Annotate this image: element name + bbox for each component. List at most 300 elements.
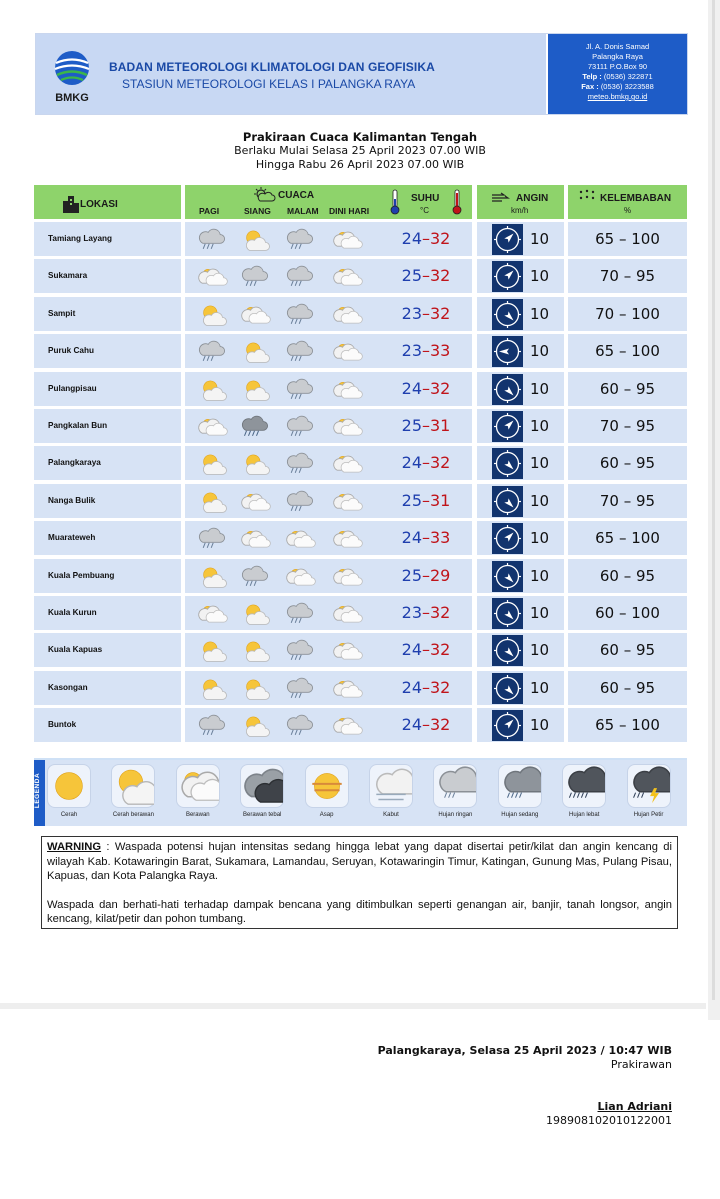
humidity-min: 65 <box>595 716 615 735</box>
temperature-range: 24–32 <box>380 372 472 406</box>
station-name: STASIUN METEOROLOGI KELAS I PALANGKA RAYA <box>122 77 416 91</box>
weather-cells <box>185 596 380 630</box>
humidity-range: 65 – 100 <box>568 521 687 555</box>
wind-speed: 10 <box>530 678 550 697</box>
table-row <box>34 633 687 667</box>
table-row <box>34 596 687 630</box>
table-row <box>34 521 687 555</box>
temperature-range: 25–29 <box>380 559 472 593</box>
location-name: Pangkalan Bun <box>34 409 181 443</box>
signature-name: Lian Adriani <box>597 1100 672 1113</box>
col-suhu-header <box>380 185 472 219</box>
berawan-icon <box>330 378 364 402</box>
wind-direction-icon <box>492 486 523 517</box>
website-link[interactable]: meteo.bmkg.go.id <box>587 92 648 101</box>
temp-max: 32 <box>430 266 451 286</box>
wind-direction-icon <box>492 411 523 442</box>
cerah-berawan-icon <box>238 639 272 663</box>
table-row <box>34 559 687 593</box>
berawan-icon <box>330 565 364 589</box>
humidity-min: 60 <box>595 604 615 622</box>
period-malam: MALAM <box>287 206 319 216</box>
hujan-ringan-icon <box>238 565 272 589</box>
temp-max: 32 <box>430 603 451 622</box>
wind-speed: 10 <box>530 417 550 435</box>
cerah-berawan-icon <box>195 378 229 402</box>
table-row <box>34 372 687 406</box>
hujan-lebat-icon <box>562 764 606 808</box>
humidity-min: 60 <box>599 641 619 660</box>
hujan-ringan-icon <box>283 639 317 663</box>
humidity-min: 70 <box>599 491 619 510</box>
hujan-ringan-icon <box>283 378 317 402</box>
wind-cell <box>477 372 564 406</box>
humidity-max: 100 <box>631 304 660 323</box>
cerah-berawan-icon <box>238 677 272 701</box>
berawan-icon <box>330 415 364 439</box>
temp-min: 24 <box>401 453 422 473</box>
humidity-max: 95 <box>636 566 656 585</box>
wind-icon <box>491 192 511 204</box>
col-kelembaban-unit: % <box>624 206 632 215</box>
legend-label: Berawan <box>185 812 210 818</box>
section-divider <box>0 1003 706 1009</box>
temp-min: 24 <box>401 229 422 248</box>
wind-direction-icon <box>492 561 523 592</box>
page-title: Prakiraan Cuaca Kalimantan Tengah <box>242 130 478 144</box>
hujan-sedang-icon <box>498 764 542 808</box>
col-kelembaban-header <box>568 185 687 219</box>
weather-cells <box>185 446 380 480</box>
legend <box>34 758 687 826</box>
location-name: Sukamara <box>34 259 181 293</box>
header <box>35 33 688 115</box>
humidity-range: 70 – 95 <box>568 484 687 518</box>
wind-direction-icon <box>492 710 523 741</box>
table-row <box>34 708 687 742</box>
hujan-petir-icon <box>627 764 671 808</box>
wind-speed: 10 <box>530 604 550 622</box>
humidity-min: 65 <box>595 529 615 548</box>
weather-cells <box>185 297 380 331</box>
humidity-drops-icon <box>578 189 596 203</box>
hujan-ringan-icon <box>195 714 229 738</box>
legend-label: Cerah <box>60 812 78 818</box>
humidity-min: 60 <box>599 454 619 473</box>
temp-min: 23 <box>401 341 422 361</box>
temp-max: 32 <box>430 715 451 735</box>
wind-speed: 10 <box>530 641 550 660</box>
wind-cell <box>477 297 564 331</box>
valid-until: Hingga Rabu 26 April 2023 07.00 WIB <box>255 158 465 171</box>
temp-max: 33 <box>430 528 451 548</box>
temp-min: 25 <box>401 416 422 435</box>
legend-label: Berawan tebal <box>243 812 282 818</box>
berawan-icon <box>176 764 220 808</box>
table-row <box>34 409 687 443</box>
humidity-range: 60 – 95 <box>568 372 687 406</box>
cerah-berawan-icon <box>238 452 272 476</box>
temp-max: 33 <box>430 341 451 361</box>
legend-label: Kabut <box>383 812 399 818</box>
temp-min: 25 <box>401 490 422 510</box>
col-angin-unit: km/h <box>511 206 529 215</box>
legend-item <box>425 764 485 818</box>
cerah-icon <box>47 764 91 808</box>
temperature-range: 23–32 <box>380 297 472 331</box>
temp-max: 32 <box>430 640 451 660</box>
wind-speed: 10 <box>530 454 550 473</box>
contact-box <box>548 34 687 114</box>
cerah-berawan-icon <box>195 677 229 701</box>
temp-min: 24 <box>401 715 422 735</box>
humidity-max: 100 <box>631 529 660 548</box>
temp-max: 31 <box>430 490 451 510</box>
humidity-range: 60 – 95 <box>568 671 687 705</box>
humidity-max: 95 <box>636 417 656 435</box>
berawan-icon <box>238 490 272 514</box>
wind-speed: 10 <box>530 267 550 286</box>
wind-direction-icon <box>492 448 523 479</box>
cerah-berawan-icon <box>195 303 229 327</box>
berawan-icon <box>330 452 364 476</box>
legend-item <box>361 764 421 818</box>
humidity-max: 100 <box>631 604 660 622</box>
humidity-max: 95 <box>636 678 656 697</box>
hujan-ringan-icon <box>283 677 317 701</box>
berawan-icon <box>330 639 364 663</box>
humidity-min: 70 <box>595 304 615 323</box>
hujan-ringan-icon <box>433 764 477 808</box>
weather-cells <box>185 409 380 443</box>
weather-cells <box>185 671 380 705</box>
wind-speed: 10 <box>530 342 550 361</box>
legend-label: Hujan Petir <box>633 812 664 818</box>
temp-min: 25 <box>401 266 422 286</box>
asap-icon <box>305 764 349 808</box>
cerah-berawan-icon <box>238 714 272 738</box>
warning-label: WARNING <box>47 841 102 853</box>
wind-cell <box>477 334 564 368</box>
legend-item <box>103 764 163 818</box>
cerah-berawan-icon <box>238 378 272 402</box>
berawan-icon <box>330 340 364 364</box>
temperature-range: 23–32 <box>380 596 472 630</box>
location-name: Kuala Kapuas <box>34 633 181 667</box>
humidity-max: 95 <box>636 267 656 286</box>
wind-speed: 10 <box>530 566 550 585</box>
hujan-ringan-icon <box>283 415 317 439</box>
temp-max: 29 <box>430 565 451 585</box>
legend-item <box>297 764 357 818</box>
wind-cell <box>477 559 564 593</box>
location-name: Sampit <box>34 297 181 331</box>
temperature-range: 25–31 <box>380 409 472 443</box>
humidity-range: 65 – 100 <box>568 334 687 368</box>
legend-item <box>490 764 550 818</box>
hujan-ringan-icon <box>238 265 272 289</box>
address-line-3: 73111 P.O.Box 90 <box>587 62 648 71</box>
weather-cells <box>185 222 380 256</box>
weather-cells <box>185 484 380 518</box>
legend-item <box>232 764 292 818</box>
humidity-range: 70 – 95 <box>568 409 687 443</box>
hujan-ringan-icon <box>195 527 229 551</box>
table-row <box>34 484 687 518</box>
berawan-icon <box>238 527 272 551</box>
hujan-ringan-icon <box>283 714 317 738</box>
period-siang: SIANG <box>244 206 271 216</box>
wind-speed: 10 <box>530 379 550 398</box>
wind-direction-icon <box>492 224 523 255</box>
wind-speed: 10 <box>530 491 550 510</box>
col-lokasi-label: LOKASI <box>80 199 118 210</box>
period-dini-hari: DINI HARI <box>329 206 370 216</box>
hujan-ringan-icon <box>283 490 317 514</box>
weather-cells <box>185 259 380 293</box>
wind-cell <box>477 409 564 443</box>
table-row <box>34 297 687 331</box>
temperature-range: 24–32 <box>380 671 472 705</box>
location-name: Nanga Bulik <box>34 484 181 518</box>
wind-cell <box>477 633 564 667</box>
period-pagi: PAGI <box>199 206 220 216</box>
warning-paragraph-1 <box>47 840 672 884</box>
wind-cell <box>477 222 564 256</box>
wind-direction-icon <box>492 598 523 629</box>
temp-max: 32 <box>430 453 451 473</box>
table-row <box>34 259 687 293</box>
wind-speed: 10 <box>530 230 550 248</box>
humidity-max: 95 <box>636 454 656 473</box>
thermometer-hot-icon <box>452 189 462 215</box>
wind-direction-icon <box>492 299 523 330</box>
wind-cell <box>477 446 564 480</box>
humidity-range: 60 – 95 <box>568 633 687 667</box>
humidity-range: 60 – 95 <box>568 559 687 593</box>
berawan-icon <box>283 565 317 589</box>
wind-cell <box>477 708 564 742</box>
wind-speed: 10 <box>530 304 550 323</box>
humidity-min: 65 <box>595 342 615 361</box>
humidity-range: 65 – 100 <box>568 222 687 256</box>
signature-role: Prakirawan <box>610 1058 672 1071</box>
cerah-berawan-icon <box>195 639 229 663</box>
temp-min: 23 <box>401 303 422 323</box>
header-left <box>36 34 546 114</box>
cerah-berawan-icon <box>238 602 272 626</box>
wind-cell <box>477 259 564 293</box>
table-row <box>34 334 687 368</box>
table-row <box>34 222 687 256</box>
berawan-icon <box>330 228 364 252</box>
hujan-ringan-icon <box>283 265 317 289</box>
col-angin-label: ANGIN <box>516 193 549 204</box>
legend-title: LEGENDA <box>34 772 42 809</box>
location-name: Kuala Pembuang <box>34 559 181 593</box>
col-cuaca-label: CUACA <box>278 190 315 201</box>
warning-box <box>41 836 678 929</box>
cerah-berawan-icon <box>195 452 229 476</box>
humidity-range: 70 – 100 <box>568 297 687 331</box>
berawan-icon <box>195 265 229 289</box>
humidity-range: 70 – 95 <box>568 259 687 293</box>
legend-item <box>168 764 228 818</box>
temp-max: 32 <box>430 303 451 323</box>
location-name: Muarateweh <box>34 521 181 555</box>
table-row <box>34 671 687 705</box>
legend-label: Asap <box>319 812 334 818</box>
humidity-max: 100 <box>631 342 660 361</box>
humidity-min: 60 <box>599 678 619 697</box>
temp-max: 32 <box>430 229 451 248</box>
hujan-ringan-icon <box>195 228 229 252</box>
hujan-ringan-icon <box>283 602 317 626</box>
org-name: BADAN METEOROLOGI KLIMATOLOGI DAN GEOFISIKA <box>109 60 435 74</box>
humidity-range: 65 – 100 <box>568 708 687 742</box>
humidity-min: 70 <box>599 417 619 435</box>
table-row <box>34 446 687 480</box>
temp-min: 24 <box>401 528 422 548</box>
thermometer-cold-icon <box>390 189 400 215</box>
wind-cell <box>477 521 564 555</box>
temperature-range: 24–32 <box>380 222 472 256</box>
wind-speed: 10 <box>530 529 550 548</box>
berawan-icon <box>330 490 364 514</box>
berawan-icon <box>195 602 229 626</box>
wind-direction-icon <box>492 673 523 704</box>
warning-text-1: : Waspada potensi hujan intensitas sedang hingga lebat yang dapat disertai petir/kilat dan angin kencang di wilayah Kab. Kotawaringin Barat, Sukamara, Lamandau, Seruyan, Kotawaringin Timur, Katingan, Gunung Mas, Pulang Pisau, Kapuas, dan Kota Palangka Raya. <box>47 841 672 882</box>
hujan-sedang-icon <box>238 415 272 439</box>
cerah-berawan-icon <box>238 228 272 252</box>
location-name: Palangkaraya <box>34 446 181 480</box>
location-name: Tamiang Layang <box>34 222 181 256</box>
humidity-min: 65 <box>595 230 615 248</box>
temperature-range: 24–32 <box>380 633 472 667</box>
col-cuaca-header <box>185 185 380 219</box>
temperature-range: 24–32 <box>380 446 472 480</box>
temp-max: 32 <box>430 677 451 697</box>
bmkg-logo <box>50 48 94 104</box>
legend-item <box>39 764 99 818</box>
temp-max: 32 <box>430 378 451 398</box>
berawan-tebal-icon <box>240 764 284 808</box>
address-line-2: Palangka Raya <box>592 52 643 61</box>
temp-max: 31 <box>430 416 451 435</box>
humidity-range: 60 – 100 <box>568 596 687 630</box>
hujan-ringan-icon <box>283 228 317 252</box>
temperature-range: 24–32 <box>380 708 472 742</box>
location-name: Kasongan <box>34 671 181 705</box>
temperature-range: 24–33 <box>380 521 472 555</box>
hujan-ringan-icon <box>283 303 317 327</box>
legend-label: Hujan ringan <box>438 812 473 818</box>
legend-label: Hujan lebat <box>569 812 600 818</box>
temp-min: 23 <box>401 603 422 622</box>
weather-cells <box>185 334 380 368</box>
humidity-min: 60 <box>599 379 619 398</box>
wind-direction-icon <box>492 635 523 666</box>
wind-cell <box>477 484 564 518</box>
col-kelembaban-label: KELEMBABAN <box>600 193 672 204</box>
humidity-max: 95 <box>636 641 656 660</box>
cerah-berawan-icon <box>195 565 229 589</box>
wind-cell <box>477 671 564 705</box>
temp-min: 25 <box>401 565 422 585</box>
humidity-min: 60 <box>599 566 619 585</box>
berawan-icon <box>330 527 364 551</box>
col-suhu-label: SUHU <box>411 193 440 204</box>
location-name: Kuala Kurun <box>34 596 181 630</box>
col-angin-header <box>477 185 564 219</box>
wind-direction-icon <box>492 374 523 405</box>
weather-cells <box>185 559 380 593</box>
berawan-icon <box>195 415 229 439</box>
partly-cloudy-header-icon <box>252 187 276 203</box>
cerah-berawan-icon <box>111 764 155 808</box>
humidity-max: 100 <box>631 230 660 248</box>
cerah-berawan-icon <box>195 490 229 514</box>
humidity-range: 60 – 95 <box>568 446 687 480</box>
col-lokasi-header <box>34 185 181 219</box>
address-line-1: Jl. A. Donis Samad <box>585 42 650 51</box>
berawan-icon <box>330 677 364 701</box>
signature-place-date: Palangkaraya, Selasa 25 April 2023 / 10:47 WIB <box>377 1044 672 1057</box>
signature-nip: 198908102010122001 <box>546 1114 672 1127</box>
berawan-icon <box>330 265 364 289</box>
legend-label: Hujan sedang <box>501 812 539 818</box>
wind-direction-icon <box>492 336 523 367</box>
hujan-ringan-icon <box>195 340 229 364</box>
temp-min: 24 <box>401 677 422 697</box>
wind-direction-icon <box>492 261 523 292</box>
temperature-range: 25–31 <box>380 484 472 518</box>
weather-cells <box>185 372 380 406</box>
berawan-icon <box>330 602 364 626</box>
wind-direction-icon <box>492 523 523 554</box>
legend-label: Cerah berawan <box>112 812 154 818</box>
telp-line: Telp : (0536) 322871 <box>582 72 653 81</box>
berawan-icon <box>283 527 317 551</box>
humidity-max: 95 <box>636 491 656 510</box>
location-name: Buntok <box>34 708 181 742</box>
warning-text-2: Waspada dan berhati-hati terhadap dampak bencana yang ditimbulkan seperti genangan air, banjir, tanah longsor, angin kencang, kilat/petir dan pohon tumbang. <box>47 898 672 925</box>
fax-line: Fax : (0536) 3223588 <box>581 82 654 91</box>
humidity-max: 95 <box>636 379 656 398</box>
temperature-range: 25–32 <box>380 259 472 293</box>
valid-from: Berlaku Mulai Selasa 25 April 2023 07.00 WIB <box>234 144 486 157</box>
temp-min: 24 <box>401 378 422 398</box>
legend-item <box>554 764 614 818</box>
weather-cells <box>185 708 380 742</box>
legend-item <box>619 764 679 818</box>
temperature-range: 23–33 <box>380 334 472 368</box>
temp-min: 24 <box>401 640 422 660</box>
humidity-max: 100 <box>631 716 660 735</box>
berawan-icon <box>238 303 272 327</box>
scrollbar[interactable] <box>708 0 720 1020</box>
title-block <box>0 130 720 172</box>
buildings-icon <box>62 193 80 213</box>
wind-speed: 10 <box>530 716 550 735</box>
location-name: Puruk Cahu <box>34 334 181 368</box>
humidity-min: 70 <box>599 267 619 286</box>
weather-cells <box>185 633 380 667</box>
logo-text: BMKG <box>55 92 89 104</box>
berawan-icon <box>330 303 364 327</box>
location-name: Pulangpisau <box>34 372 181 406</box>
kabut-icon <box>369 764 413 808</box>
